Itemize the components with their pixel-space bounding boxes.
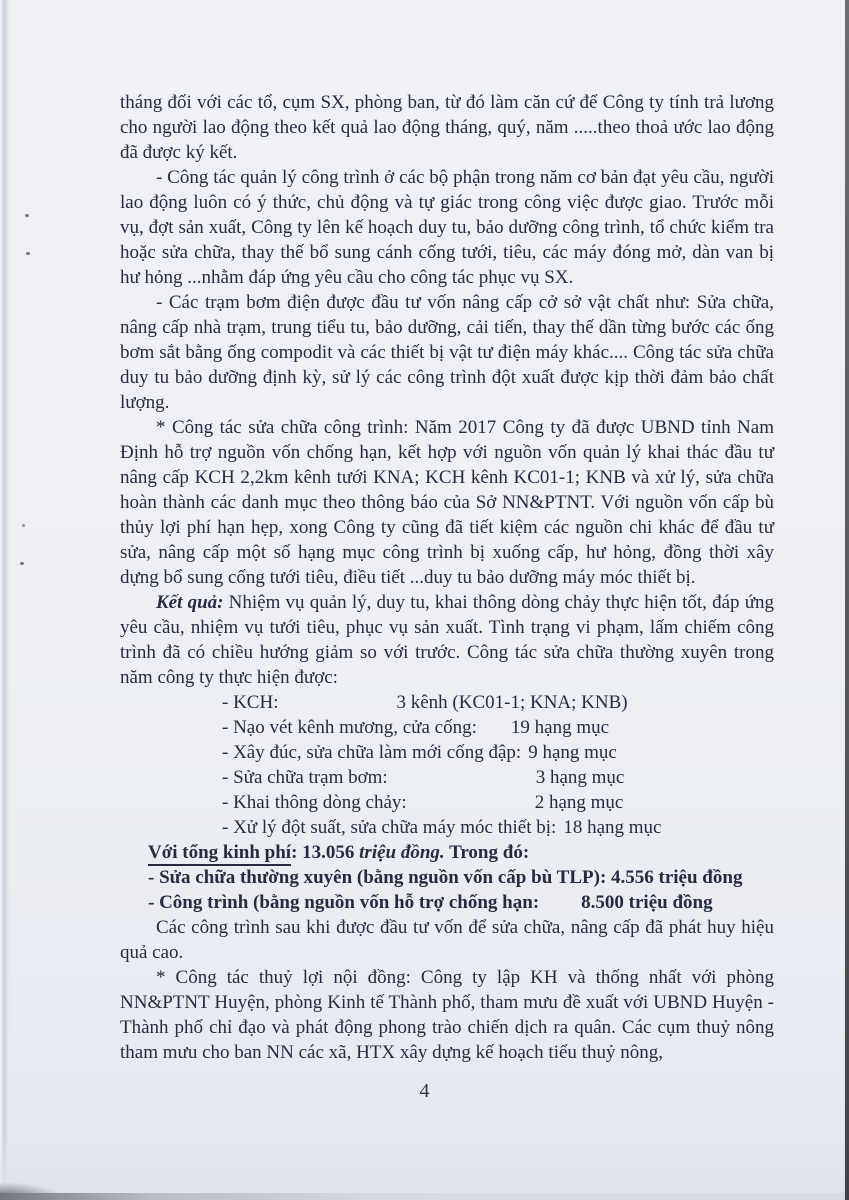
works-cost-value: 8.500 triệu đồng (581, 892, 713, 913)
scan-edge-left (0, 0, 11, 1200)
paragraph-salary: tháng đối với các tổ, cụm SX, phòng ban, từ đó làm căn cứ để Công ty tính trả lương cho người lao động theo kết quả lao động tháng, quý, năm .....theo thoả ước lao động đã được ký kết. (120, 92, 774, 163)
scan-speck (22, 524, 25, 527)
list-item-value: 2 hạng mục (534, 792, 624, 813)
total-cost-tail: Trong đó: (444, 842, 530, 863)
total-cost-amount: : 13.056 (291, 842, 360, 863)
paragraph-construction-management: - Công tác quản lý công trình ở các bộ phận trong năm cơ bản đạt yêu cầu, người lao động luôn có ý thức, chủ động và tự giác trong công việc được giao. Trước mỗi vụ, đợt sản xuất, Công ty lên kế hoạch duy tu, bảo dưỡng công trình, tổ chức kiểm tra hoặc sửa chữa, thay thế bổ sung cánh cống tưới, tiêu, các máy đóng mở, dàn van bị hư hỏng ...nhằm đáp ứng yêu cầu cho công tác phục vụ SX. (120, 167, 774, 288)
works-cost-line (148, 890, 774, 915)
routine-repair-cost-line: - Sửa chữa thường xuyên (bằng nguồn vốn cấp bù TLP): 4.556 triệu đồng (148, 867, 743, 888)
list-item-label: - Nạo vét kênh mương, cửa cống: (222, 717, 477, 738)
works-cost-label: - Công trình (bằng nguồn vốn hỗ trợ chống hạn: (148, 892, 540, 913)
scan-speck (20, 562, 24, 565)
total-cost-line (148, 840, 774, 865)
scan-speck (25, 214, 29, 217)
list-item-label: - Xây đúc, sửa chữa làm mới cống đập: (222, 742, 522, 763)
list-item (222, 765, 774, 790)
list-item-label: - Xử lý đột suất, sửa chữa máy móc thiết bị: (222, 817, 557, 838)
paragraph-pump-stations: - Các trạm bơm điện được đầu tư vốn nâng cấp cở sở vật chất như: Sửa chữa, nâng cấp nhà trạm, trung tiểu tu, bảo dưỡng, cải tiến, thay thế dần từng bước các ống bơm sắt bằng ống compodit và các thiết bị vật tư điện máy khác.... Công tác sửa chữa duy tu bảo dưỡng định kỳ, sử lý các công trình đột xuất được kịp thời đảm bảo chất lượng. (120, 292, 774, 413)
paragraph-results (120, 590, 774, 690)
list-item-value: 3 kênh (KC01-1; KNA; KNB) (396, 692, 628, 713)
repair-items-list (222, 690, 774, 840)
paragraph-irrigation-fieldwork: * Công tác thuỷ lợi nội đồng: Công ty lập KH và thống nhất với phòng NN&PTNT Huyện, phòng Kinh tế Thành phố, tham mưu đề xuất với UBND Huyện - Thành phố chỉ đạo và phát động phong trào chiến dịch ra quân. Các cụm thuỷ nông tham mưu cho ban NN các xã, HTX xây dựng kế hoạch tiểu thuỷ nông, (120, 967, 774, 1063)
scan-edge-right (845, 0, 849, 1200)
list-item (222, 715, 774, 740)
document-body (120, 90, 774, 1065)
list-item (222, 815, 774, 840)
total-cost-unit: triệu đồng. (359, 842, 445, 863)
list-item-label: - KCH: (222, 692, 279, 713)
list-item (222, 790, 774, 815)
total-cost-label: Với tổng kinh phí (148, 842, 291, 866)
list-item (222, 690, 774, 715)
results-text: Nhiệm vụ quản lý, duy tu, khai thông dòng chảy thực hiện tốt, đáp ứng yêu cầu, nhiệm vụ tưới tiêu, phục vụ sản xuất. Tình trạng vi phạm, lấm chiếm công trình đã có chiều hướng giảm so với trước. Công tác sửa chữa thường xuyên trong năm công ty thực hiện được: (120, 592, 774, 688)
list-item-value: 9 hạng mục (528, 742, 617, 763)
scan-edge-bottom (0, 1193, 849, 1200)
list-item-value: 19 hạng mục (510, 717, 610, 738)
list-item-label: - Khai thông dòng chảy: (222, 792, 407, 813)
page-number: 4 (419, 1080, 430, 1102)
list-item-label: - Sửa chữa trạm bơm: (222, 767, 388, 788)
list-item-value: 18 hạng mục (563, 817, 662, 838)
list-item-value: 3 hạng mục (535, 767, 625, 788)
scan-shadow-band (0, 1138, 849, 1193)
list-item (222, 740, 774, 765)
scan-speck (26, 252, 30, 255)
results-label: Kết quả: (156, 592, 224, 613)
paragraph-effect: Các công trình sau khi được đầu tư vốn để sửa chữa, nâng cấp đã phát huy hiệu quả cao. (120, 917, 774, 963)
paragraph-repair-works-2017: * Công tác sửa chữa công trình: Năm 2017 Công ty đã được UBND tỉnh Nam Định hỗ trợ nguồn vốn chống hạn, kết hợp với nguồn vốn quản lý khai thác đầu tư nâng cấp KCH 2,2km kênh tưới KNA; KCH kênh KC01-1; KNB và xử lý, sửa chữa hoàn thành các danh mục theo thông báo của Sở NN&PTNT. Với nguồn vốn cấp bù thủy lợi phí hạn hẹp, xong Công ty cũng đã tiết kiệm các nguồn chi khác để đầu tư sửa, nâng cấp một số hạng mục công trình bị xuống cấp, hư hỏng, đồng thời xây dựng bổ sung cống tưới tiêu, điều tiết ...duy tu bảo dưỡng máy móc thiết bị. (120, 417, 774, 588)
